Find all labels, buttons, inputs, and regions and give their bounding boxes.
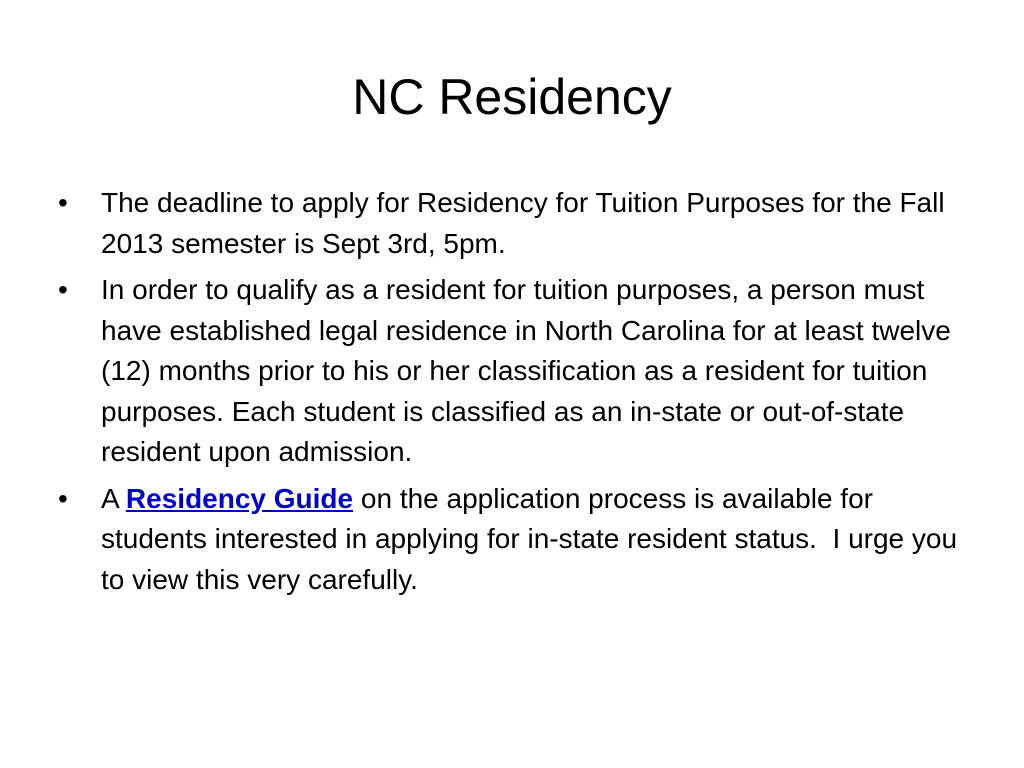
bullet-text: The deadline to apply for Residency for Tuition Purposes for the Fall 2013 semester is Sept 3rd, 5pm. <box>101 187 945 259</box>
slide-title: NC Residency <box>352 69 672 125</box>
bullet-icon: • <box>58 187 68 218</box>
residency-guide-link[interactable]: Residency Guide <box>125 482 354 514</box>
bullet-item-deadline <box>58 183 978 264</box>
bullet-item-qualify <box>58 270 978 473</box>
bullet-icon: • <box>58 274 68 305</box>
bullet-text: In order to qualify as a resident for tuition purposes, a person must have established legal residence in North Carolina for at least twelve (12) months prior to his or her classification as a resident for tuition purposes. Each student is classified as an in-state or out-of-state resident upon admission. <box>101 274 951 467</box>
bullet-text-suffix: on the application process is available for students interested in applying for in-state resident status. I urge you to view this very carefully. <box>101 482 965 595</box>
bullet-icon: • <box>58 482 68 514</box>
bullet-item-guide <box>58 479 978 601</box>
bullet-text-prefix: A <box>101 482 126 514</box>
bullet-list <box>58 183 978 606</box>
